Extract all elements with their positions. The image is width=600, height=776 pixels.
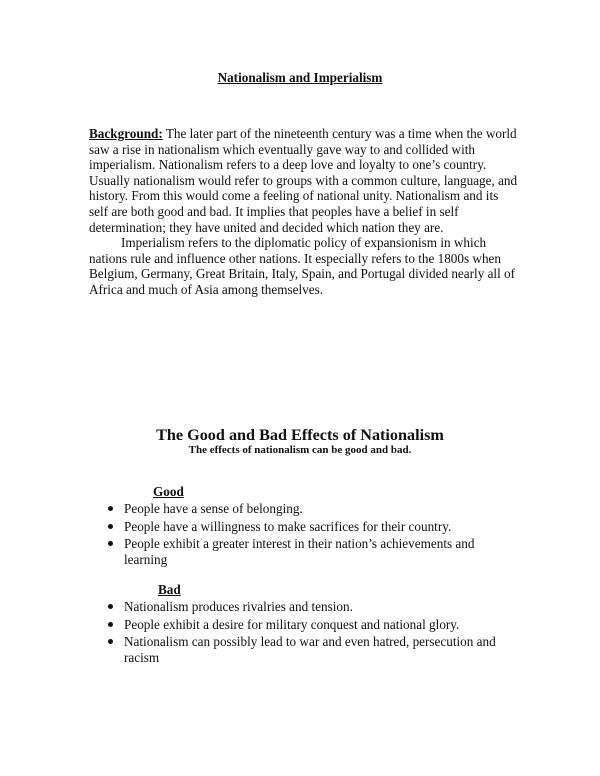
list-item-text: Nationalism produces rivalries and tension. <box>124 599 353 614</box>
list-item <box>108 634 508 665</box>
list-item-text: Nationalism can possibly lead to war and even hatred, persecution and racism <box>124 634 496 665</box>
list-item-text: People exhibit a desire for military conquest and national glory. <box>124 616 460 632</box>
bullet-icon <box>108 639 113 644</box>
list-item <box>108 519 508 535</box>
list-item-text: People have a sense of belonging. <box>124 501 303 516</box>
list-item <box>108 536 508 567</box>
list-item-text: People have a willingness to make sacrifices for their country. <box>124 518 452 534</box>
background-text: The later part of the nineteenth century was a time when the world saw a rise in nationalism which eventually gave way to and collided with imperialism. Nationalism refers to a deep love and loyalty to one’s country. Usually nationalism would refer to groups with a common culture, language, and history. From this would come a feeling of national unity. Nationalism and its self are both good and bad. It implies that peoples have a belief in self determination; they have united and decided which nation they are. <box>89 126 518 235</box>
effects-subheading: The effects of nationalism can be good and bad. <box>188 444 412 456</box>
bullet-icon <box>108 622 113 627</box>
background-label: Background: <box>89 126 163 141</box>
good-title: Good <box>153 484 184 499</box>
bullet-icon <box>108 604 113 609</box>
list-item <box>108 501 508 517</box>
list-item <box>108 617 508 633</box>
background-paragraph-1 <box>89 126 519 235</box>
background-paragraph-2: Imperialism refers to the diplomatic policy of expansionism in which nations rule and influence other nations. It especially refers to the 1800s when Belgium, Germany, Great Britain, Italy, Spain, and Portugal divided nearly all of Africa and much of Asia among themselves. <box>89 235 516 297</box>
bullet-icon <box>108 524 113 529</box>
bullet-icon <box>108 506 113 511</box>
document-title: Nationalism and Imperialism <box>217 70 383 85</box>
good-list <box>108 501 508 569</box>
background-section <box>89 126 519 298</box>
bad-title: Bad <box>158 582 181 597</box>
bad-list <box>108 599 508 667</box>
list-item <box>108 599 508 615</box>
bullet-icon <box>108 541 113 546</box>
list-item-text: People exhibit a greater interest in their nation’s achievements and learning <box>124 536 475 567</box>
effects-heading: The Good and Bad Effects of Nationalism <box>156 426 444 444</box>
